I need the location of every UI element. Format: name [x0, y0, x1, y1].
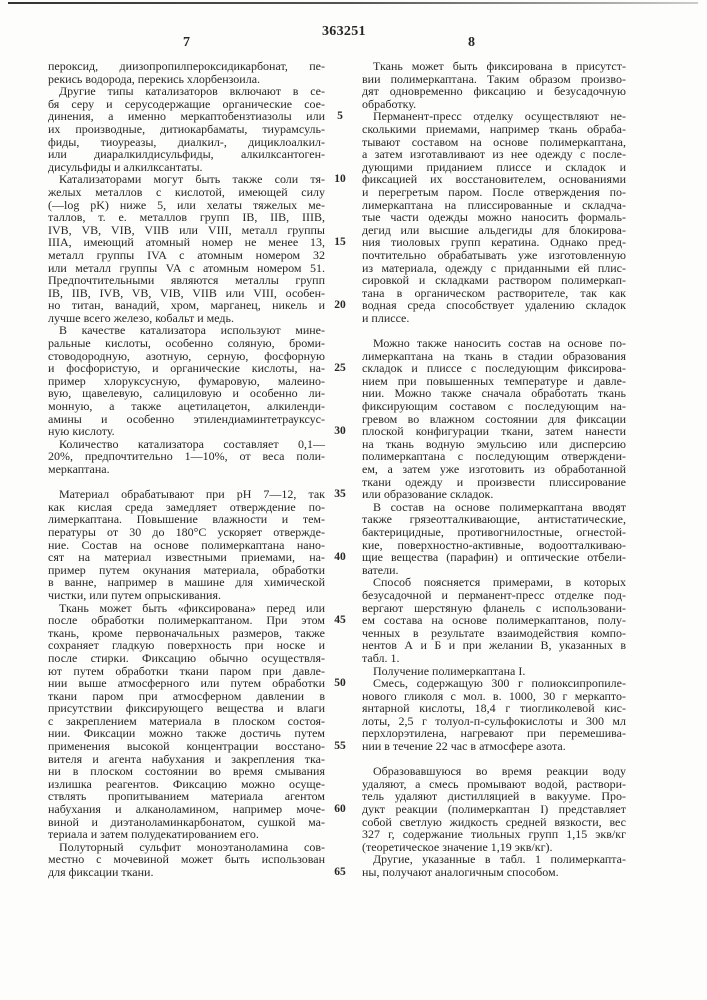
text-line: Предпочтительными являются металлы групп: [48, 274, 325, 287]
text-line: (—log pK) ниже 5, или хелаты тяжелых ме-: [48, 199, 325, 212]
text-line: местно с мочевиной может быть использован: [48, 853, 325, 866]
text-line: Способ поясняется примерами, в которых: [362, 576, 626, 589]
text-line: В состав на основе полимеркаптана вводят: [362, 501, 626, 514]
paragraph: [48, 173, 325, 324]
line-number: 20: [331, 299, 349, 312]
text-line: Можно также наносить состав на основе по-: [362, 337, 626, 350]
text-line: нием при повышенных температуре и давле-: [362, 375, 626, 388]
text-line: IVB, VB, VIB, VIIB или VIII, металл группы: [48, 224, 325, 237]
text-line: вии полимеркаптана. Таким образом произво-: [362, 73, 626, 86]
text-line: но титан, ванадий, хром, марганец, никель и: [48, 299, 325, 312]
text-line: нии выше атмосферного или путем обработки: [48, 677, 325, 690]
line-number: 40: [331, 551, 349, 564]
text-line: ния тиоловых групп кератина. Однако пред-: [362, 236, 626, 249]
text-line: меркаптана.: [48, 463, 325, 476]
text-line: также грязеотталкивающие, антистатические,: [362, 513, 626, 526]
text-line: полимеркаптана с последующим отверждени-: [362, 450, 626, 463]
text-line: складок и плиссе с последующим фиксирова-: [362, 362, 626, 375]
paragraph: [362, 576, 626, 664]
text-line: В качестве катализатора используют мине-: [48, 324, 325, 337]
text-line: ствлять пропитыванием материала агентом: [48, 790, 325, 803]
text-line: ны, получают аналогичным способом.: [362, 866, 626, 879]
text-line: нового гликоля с мол. в. 1000, 30 г меркапто-: [362, 690, 626, 703]
text-line: нии. Фиксации можно также достичь путем: [48, 727, 325, 740]
text-line: сят на материал известными приемами, на-: [48, 551, 325, 564]
text-line: излишка реагентов. Фиксацию можно осуще-: [48, 778, 325, 791]
text-line: сировкой и складками раствором полимеркап-: [362, 274, 626, 287]
paragraph: [362, 765, 626, 853]
text-line: для фиксации ткани.: [48, 866, 325, 879]
paragraph: [48, 488, 325, 601]
line-number: 15: [331, 236, 349, 249]
text-line: ткани одежду и произвести плиссирование: [362, 476, 626, 489]
text-line: стоводородную, азотную, серную, фосфорную: [48, 350, 325, 363]
text-line: виной и диэтаноламинкарбонатом, сушкой ма-: [48, 816, 325, 829]
text-line: водная среда способствует удалению складок: [362, 299, 626, 312]
text-line: их производные, дитиокарбаматы, тиурамсуль-: [48, 123, 325, 136]
text-line: 327 г, содержание тиольных групп 1,15 экв/кг: [362, 828, 626, 841]
text-line: сколькими приемами, например ткань обраба-: [362, 123, 626, 136]
text-line: или металл группы VA с атомным номером 51.: [48, 262, 325, 275]
text-line: Полуторный сульфит моноэтаноламина сов-: [48, 841, 325, 854]
line-number: 5: [331, 110, 349, 123]
text-line: Материал обрабатывают при рН 7—12, так: [48, 488, 325, 501]
text-line: Ткань может быть фиксирована в присутст-: [362, 60, 626, 73]
text-line: плоской конфигурации ткани, затем нанести: [362, 425, 626, 438]
text-line: ральные кислоты, особенно соляную, броми-: [48, 337, 325, 350]
paragraph: [48, 841, 325, 879]
text-line: нии в течение 22 час в атмосфере азота.: [362, 740, 626, 753]
text-line: Другие, указанные в табл. 1 полимеркапта-: [362, 853, 626, 866]
line-number: 30: [331, 425, 349, 438]
text-line: после стирки. Фиксацию обычно осуществля-: [48, 652, 325, 665]
text-line: и фосфористую, и органические кислоты, на-: [48, 362, 325, 375]
line-number: 10: [331, 173, 349, 186]
text-line: сохраняет гладкую поверхность при носке и: [48, 639, 325, 652]
text-line: фиксацией их восстановителем, основаниями: [362, 173, 626, 186]
top-rule: [8, 2, 698, 4]
text-line: желых металлов с кислотой, имеющей силу: [48, 186, 325, 199]
text-line: Получение полимеркаптана I.: [362, 665, 626, 678]
text-line: ватели.: [362, 564, 626, 577]
text-line: из материала, одежду с приданными ей плис-: [362, 262, 626, 275]
text-line: рекись водорода, перекись хлорбензоила.: [48, 73, 325, 86]
text-line: териала и затем полудекатированием его.: [48, 828, 325, 841]
text-line: пример хлоруксусную, фумаровую, малеино-: [48, 375, 325, 388]
text-line: ткань, кроме первоначальных размеров, также: [48, 627, 325, 640]
text-line: ние. Состав на основе полимеркаптана нано-: [48, 539, 325, 552]
right-page-number: 8: [468, 35, 475, 51]
text-line: почтительно обрабатывать уже изготовленную: [362, 249, 626, 262]
text-line: динения, а именно меркаптобензтиазолы или: [48, 110, 325, 123]
text-line: лимеркаптана. Повышение влажности и тем-: [48, 513, 325, 526]
text-line: лоты, 2,5 г толуол-п-сульфокислоты и 300 мл: [362, 715, 626, 728]
text-line: и перегретым паром. После отверждения по-: [362, 186, 626, 199]
text-line: 20%, предпочтительно 1—10%, от веса поли-: [48, 450, 325, 463]
left-text-column: [48, 60, 325, 879]
text-line: пероксид, диизопропилпероксидикарбонат, пе-: [48, 60, 325, 73]
text-line: тана в органическом растворителе, так как: [362, 287, 626, 300]
line-number: 65: [331, 866, 349, 879]
text-line: ем, а затем уже изготовить из обработанной: [362, 463, 626, 476]
text-line: Смесь, содержащую 300 г полиоксипропиле-: [362, 677, 626, 690]
paragraph: [362, 853, 626, 878]
text-line: Количество катализатора составляет 0,1—: [48, 438, 325, 451]
text-line: дегид или высшие альдегиды для блокирова-: [362, 224, 626, 237]
text-line: ткани паром при атмосферном давлении в: [48, 690, 325, 703]
line-number: 50: [331, 677, 349, 690]
text-line: с закреплением материала в плоском состоя-: [48, 715, 325, 728]
text-line: фиды, тиоуреазы, диалкил-, дициклоалкил-: [48, 136, 325, 149]
text-line: безусадочной и перманент-пресс отделке под-: [362, 589, 626, 602]
text-line: ни в плоском состоянии во время смывания: [48, 765, 325, 778]
text-line: амины и особенно этилендиаминтетрауксус-: [48, 413, 325, 426]
text-line: лимеркаптана на плиссированные и складча-: [362, 199, 626, 212]
paragraph: [362, 501, 626, 577]
text-line: (теоретическое значение 1,19 экв/кг).: [362, 841, 626, 854]
text-line: присутствии фиксирующего вещества и влаги: [48, 702, 325, 715]
text-line: нии. Можно также сначала обработать ткань: [362, 387, 626, 400]
text-line: вергают шерстяную фланель с использовани-: [362, 602, 626, 615]
line-number: 25: [331, 362, 349, 375]
text-line: нентов А и Б и при желании В, указанных в: [362, 639, 626, 652]
text-line: Образовавшуюся во время реакции воду: [362, 765, 626, 778]
text-line: Другие типы катализаторов включают в се-: [48, 85, 325, 98]
text-line: собой светлую жидкость средней вязкости, вес: [362, 816, 626, 829]
text-line: чистки, или путем опрыскивания.: [48, 589, 325, 602]
text-line: пример путем окунания материала, обработки: [48, 564, 325, 577]
text-line: вителя и агента набухания и закрепления тка-: [48, 753, 325, 766]
text-line: таллов, т. е. металлов групп IB, IIB, IIIB,: [48, 211, 325, 224]
text-line: монную, а также ацетилацетон, алкиленди-: [48, 400, 325, 413]
line-number: 55: [331, 740, 349, 753]
text-line: на ткань водную эмульсию или дисперсию: [362, 438, 626, 451]
text-line: фиксирующим составом с последующим на-: [362, 400, 626, 413]
paragraph: [362, 677, 626, 753]
paragraph: [48, 324, 325, 437]
patent-number: 363251: [322, 24, 366, 40]
text-line: удаляют, а смесь промывают водой, раствори-: [362, 778, 626, 791]
text-line: бя серу и серусодержащие органические сое-: [48, 98, 325, 111]
text-line: Катализаторами могут быть также соли тя-: [48, 173, 325, 186]
text-line: табл. 1.: [362, 652, 626, 665]
paragraph: [48, 602, 325, 841]
text-line: а затем изготавливают из нее одежду с после-: [362, 148, 626, 161]
text-line: бактерицидные, противогнилостные, огнестой-: [362, 526, 626, 539]
text-line: тывают составом на основе полимеркаптана,: [362, 136, 626, 149]
left-page-number: 7: [183, 35, 190, 51]
text-line: IIIA, имеющий атомный номер не менее 13,: [48, 236, 325, 249]
text-line: гревом во влажном состоянии для фиксации: [362, 413, 626, 426]
text-line: лимеркаптана на ткань в стадии образования: [362, 350, 626, 363]
line-number: 60: [331, 803, 349, 816]
text-line: ную кислоту.: [48, 425, 325, 438]
text-line: щие вещества (парафин) и оптические отбели-: [362, 551, 626, 564]
text-line: ют путем обработки ткани паром при давле-: [48, 665, 325, 678]
paragraph: [48, 60, 325, 85]
line-number: 35: [331, 488, 349, 501]
text-line: после обработки полимеркаптаном. При этом: [48, 614, 325, 627]
text-line: или образование складок.: [362, 488, 626, 501]
paragraph: [362, 110, 626, 324]
text-line: дукт реакции (полимеркаптан I) представляет: [362, 803, 626, 816]
text-line: как кислая среда замедляет отверждение по-: [48, 501, 325, 514]
text-line: и плиссе.: [362, 312, 626, 325]
text-line: дующими приданием плиссе и складок и: [362, 161, 626, 174]
paragraph: [48, 85, 325, 173]
text-line: кие, поверхностно-активные, водоотталкиваю-: [362, 539, 626, 552]
text-line: дят одновременно фиксацию и безусадочную: [362, 85, 626, 98]
text-line: ченных в результате взаимодействия компо-: [362, 627, 626, 640]
text-line: пературы от 30 до 180°С ускоряет отвержде-: [48, 526, 325, 539]
text-line: янтарной кислоты, 18,4 г тиогликолевой кис-: [362, 702, 626, 715]
text-line: вую, щавелевую, салициловую и особенно ли-: [48, 387, 325, 400]
text-line: металл группы IVA с атомным номером 32: [48, 249, 325, 262]
text-line: Ткань может быть «фиксирована» перед или: [48, 602, 325, 615]
line-number: 45: [331, 614, 349, 627]
text-line: лучше всего железо, кобальт и медь.: [48, 312, 325, 325]
text-line: тель удаляют дистилляцией в вакууме. Про-: [362, 790, 626, 803]
paragraph: [362, 337, 626, 501]
text-line: ем состава на основе полимеркаптанов, полу-: [362, 614, 626, 627]
text-line: или диаралкилдисульфиды, алкилксантоген-: [48, 148, 325, 161]
text-line: тые части одежды можно наносить формаль-: [362, 211, 626, 224]
right-text-column: [362, 60, 626, 879]
text-line: Перманент-пресс отделку осуществляют не-: [362, 110, 626, 123]
text-line: перхлорэтилена, нагревают при перемешива-: [362, 727, 626, 740]
paragraph: [362, 60, 626, 110]
text-line: дисульфиды и алкилксантаты.: [48, 161, 325, 174]
paragraph: [48, 438, 325, 476]
text-line: в ванне, например в машине для химической: [48, 576, 325, 589]
text-line: набухания и алканоламином, например моче-: [48, 803, 325, 816]
text-line: IB, IIB, IVB, VB, VIB, VIIB или VIII, особен-: [48, 287, 325, 300]
text-line: применения высокой концентрации восстано-: [48, 740, 325, 753]
text-line: обработку.: [362, 98, 626, 111]
